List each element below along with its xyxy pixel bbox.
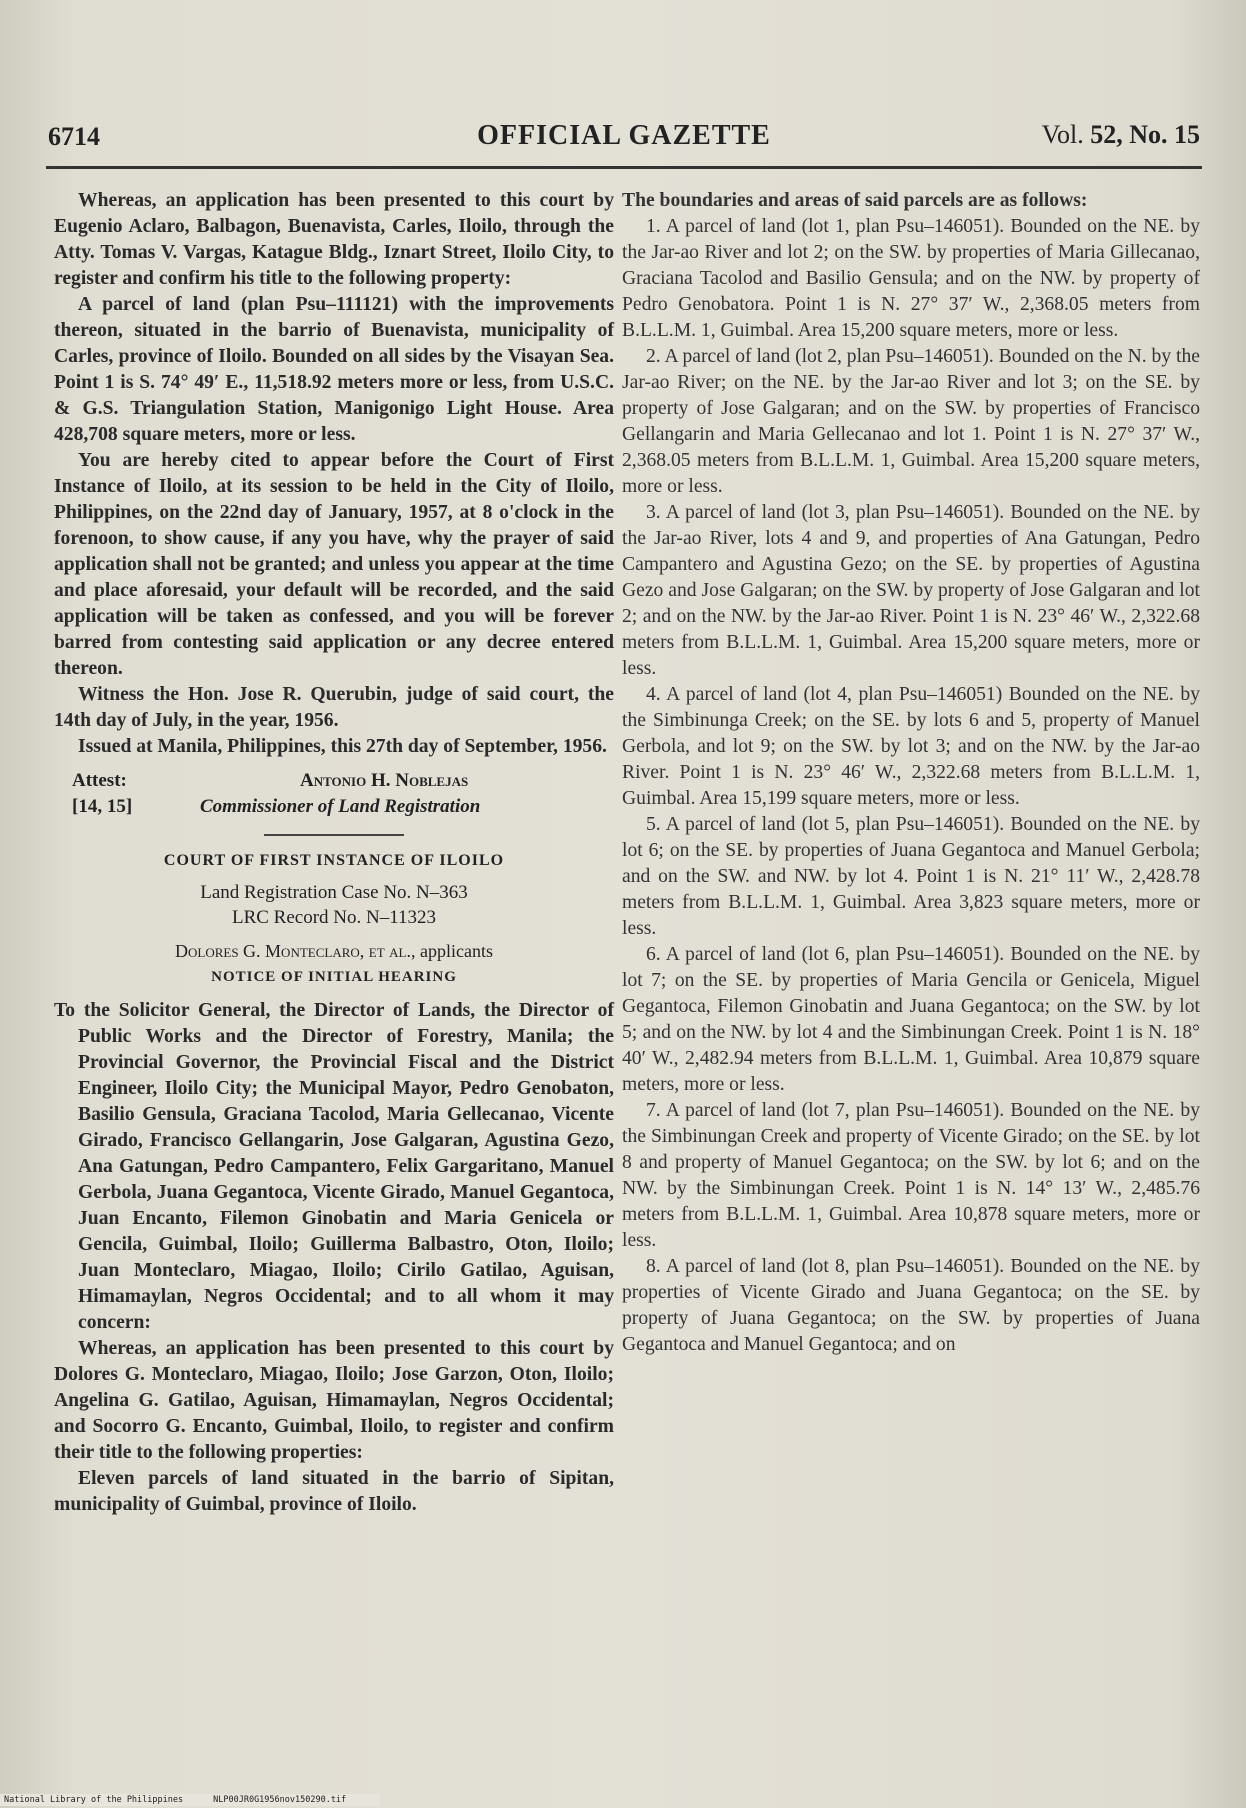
file-name: NLP00JR0G1956nov150290.tif xyxy=(213,1795,347,1805)
attest-label: Attest: xyxy=(72,770,127,791)
addressee-paragraph: To the Solicitor General, the Director of Lands, the Director of Public Works and the Director of Forestry, Manila; the Provincial Governor, the Provincial Fiscal and the District Engineer, Iloilo City; the Municipal Mayor, Pedro Genobaton, Basilio Gensula, Graciana Tacolod, Maria Gellecanao, Vicente Girado, Francisco Gellangarin, Jose Galgaran, Agustina Gezo, Ana Gatungan, Pedro Campantero, Felix Gargaritano, Manuel Gerbola, Juana Gegantoca, Vicente Girado, Manuel Gegantoca, Juan Encanto, Filemon Ginobatin and Maria Genicela or Gencila, Guimbal, Iloilo; Guillerma Balbastro, Oton, Iloilo; Juan Monteclaro, Miagao, Iloilo; Cirilo Gatilao, Aguisan, Himamaylan, Negros Occidental; and to all whom it may concern: xyxy=(54,1000,614,1333)
scan-footer xyxy=(0,1794,380,1806)
attest-name: Antonio H. Noblejas xyxy=(300,770,469,791)
page-number: 6714 xyxy=(48,122,100,151)
applicants-line xyxy=(54,938,614,964)
court-heading: COURT OF FIRST INSTANCE OF ILOILO xyxy=(163,852,505,869)
right-column xyxy=(622,188,1200,1358)
volume-number: 52, No. 15 xyxy=(1090,120,1200,149)
paragraph: The boundaries and areas of said parcels are as follows: xyxy=(622,190,1088,211)
volume-prefix: Vol. xyxy=(1041,120,1084,149)
publication-title: OFFICIAL GAZETTE xyxy=(477,120,771,151)
attest-ref: [14, 15] xyxy=(72,796,133,817)
paragraph: Whereas, an application has been presented to this court by Eugenio Aclaro, Balbagon, Buenavista, Carles, Iloilo, through the Atty. Tomas V. Vargas, Katague Bldg., Iznart Street, Iloilo City, to register and confirm his title to the following property: xyxy=(54,190,614,289)
section-divider xyxy=(264,834,404,836)
paragraph: Whereas, an application has been presented to this court by Dolores G. Monteclaro, Miagao, Iloilo; Jose Garzon, Oton, Iloilo; Angelina G. Gatilao, Aguisan, Himamaylan, Negros Occidental; and Socorro G. Encanto, Guimbal, Iloilo, to register and confirm their title to the following properties: xyxy=(54,1338,614,1463)
paragraph: You are hereby cited to appear before the Court of First Instance of Iloilo, at its session to be held in the City of Iloilo, Philippines, on the 22nd day of January, 1957, at 8 o'clock in the forenoon, to show cause, if any you have, why the prayer of said application shall not be granted; and unless you appear at the time and place aforesaid, your default will be recorded, and the said application will be taken as confessed, and you will be forever barred from contesting said application or any decree entered thereon. xyxy=(54,450,614,679)
parcel-paragraph: 8. A parcel of land (lot 8, plan Psu–146051). Bounded on the NE. by properties of Vicente Girado and Juana Gegantoca; on the SE. by property of Juana Gegantoca; on the SW. by properties of Juana Gegantoca and Manuel Gegantoca; and on xyxy=(622,1256,1200,1355)
case-number: Land Registration Case No. N–363 xyxy=(200,882,468,903)
applicants-name: Dolores G. Monteclaro, et al., xyxy=(175,941,416,961)
library-credit: National Library of the Philippines xyxy=(4,1795,184,1805)
lrc-record: LRC Record No. N–11323 xyxy=(231,907,437,928)
parcel-paragraph: 6. A parcel of land (lot 6, plan Psu–146051). Bounded on the NE. by lot 7; on the SE. by properties of Maria Gencila or Genicela, Miguel Gegantoca, Filemon Ginobatin and Juana Gegantoca; on the SW. by lot 5; and on the NW. by lot 4 and the Simbinungan Creek. Point 1 is N. 18° 40′ W., 2,482.94 meters from B.L.L.M. 1, Guimbal. Area 10,879 square meters, more or less. xyxy=(622,944,1200,1095)
parcel-paragraph: 7. A parcel of land (lot 7, plan Psu–146051). Bounded on the NE. by the Simbinungan Creek and property of Vicente Girado; on the SE. by lot 8 and property of Manuel Gegantoca; on the SW. by lot 6; and on the NW. by the Simbinungan Creek. Point 1 is N. 14° 13′ W., 2,485.76 meters from B.L.L.M. 1, Guimbal. Area 10,878 square meters, more or less. xyxy=(622,1100,1200,1251)
paragraph: Issued at Manila, Philippines, this 27th day of September, 1956. xyxy=(78,736,607,757)
paragraph: A parcel of land (plan Psu–111121) with the improvements thereon, situated in the barrio of Buenavista, municipality of Carles, province of Iloilo. Bounded on all sides by the Visayan Sea. Point 1 is S. 74° 49′ E., 11,518.92 meters more or less, from U.S.C. & G.S. Triangulation Station, Manigonigo Light House. Area 428,708 square meters, more or less. xyxy=(54,294,614,445)
paragraph: Eleven parcels of land situated in the barrio of Sipitan, municipality of Guimbal, province of Iloilo. xyxy=(54,1468,614,1515)
parcel-paragraph: 4. A parcel of land (lot 4, plan Psu–146051) Bounded on the NE. by the Simbinunga Creek; on the SE. by lots 6 and 5, property of Manuel Gerbola, and lot 9; on the SW. by lot 3; and on the NW. by the Jar-ao River. Point 1 is N. 23° 46′ W., 2,322.68 meters from B.L.L.M. 1, Guimbal. Area 15,199 square meters, more or less. xyxy=(622,684,1200,809)
attest-title: Commissioner of Land Registration xyxy=(200,796,481,817)
paragraph: Witness the Hon. Jose R. Querubin, judge of said court, the 14th day of July, in the year, 1956. xyxy=(54,684,614,731)
page-header xyxy=(48,118,1200,158)
applicants-label: applicants xyxy=(420,941,493,961)
volume-info xyxy=(1042,120,1200,150)
parcel-paragraph: 5. A parcel of land (lot 5, plan Psu–146051). Bounded on the NE. by lot 6; on the SE. by properties of Juana Gegantoca and Manuel Gerbola; and on the SW. and NW. by lot 4. Point 1 is N. 21° 11′ W., 2,428.78 meters from B.L.L.M. 1, Guimbal. Area 3,823 square meters, more or less. xyxy=(622,814,1200,939)
notice-heading: NOTICE OF INITIAL HEARING xyxy=(211,969,457,985)
attestation xyxy=(54,768,614,820)
parcel-paragraph: 2. A parcel of land (lot 2, plan Psu–146051). Bounded on the N. by the Jar-ao River; on the NE. by the Jar-ao River and lot 3; on the SE. by property of Jose Galgaran; and on the SW. by properties of Francisco Gellangarin and Maria Gellecanao and lot 1. Point 1 is N. 27° 37′ W., 2,368.05 meters from B.L.L.M. 1, Guimbal. Area 15,200 square meters, more or less. xyxy=(622,346,1200,497)
parcel-paragraph: 3. A parcel of land (lot 3, plan Psu–146051). Bounded on the NE. by the Jar-ao River, lots 4 and 9, and properties of Ana Gatungan, Pedro Campantero and Agustina Gezo; on the SE. by properties of Agustina Gezo and Jose Galgaran; on the SW. by property of Jose Galgaran and lot 2; and on the NW. by the Jar-ao River. Point 1 is N. 23° 46′ W., 2,322.68 meters from B.L.L.M. 1, Guimbal. Area 15,200 square meters, more or less. xyxy=(622,502,1200,679)
parcel-paragraph: 1. A parcel of land (lot 1, plan Psu–146051). Bounded on the NE. by the Jar-ao River and lot 2; on the SW. by properties of Maria Gillecanao, Graciana Tacolod and Basilio Gensula; and on the NW. by property of Pedro Genobatora. Point 1 is N. 27° 37′ W., 2,368.05 meters from B.L.L.M. 1, Guimbal. Area 15,200 square meters, more or less. xyxy=(622,216,1200,341)
header-rule xyxy=(46,166,1202,169)
left-column xyxy=(54,188,614,1518)
